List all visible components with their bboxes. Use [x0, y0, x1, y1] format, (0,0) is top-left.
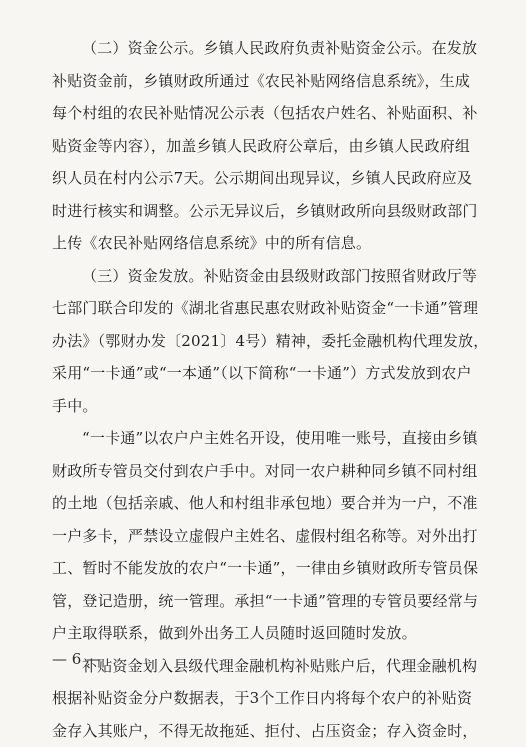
text-line: 采用“一卡通”或“一本通”（以下简称“一卡通”）方式发放到农户: [52, 357, 480, 390]
text-line: 时进行核实和调整。公示无异议后，乡镇财政所向县级财政部门: [52, 195, 480, 228]
document-body: [52, 32, 480, 747]
text-line: 每个村组的农民补贴情况公示表（包括农户姓名、补贴面积、补: [52, 97, 480, 130]
paragraph: [52, 260, 480, 423]
text-line: 补贴资金前，乡镇财政所通过《农民补贴网络信息系统》，生成: [52, 65, 480, 98]
paragraph: [52, 422, 480, 650]
text-line: 织人员在村内公示7天。公示期间出现异议，乡镇人民政府应及: [52, 162, 480, 195]
text-line: 金存入其账户，不得无故拖延、拒付、占压资金；存入资金时，: [52, 715, 480, 747]
text-line: “一卡通”以农户户主姓名开设，使用唯一账号，直接由乡镇: [52, 422, 480, 455]
paragraph: [52, 650, 480, 747]
text-line: 一户多卡，严禁设立虚假户主姓名、虚假村组名称等。对外出打: [52, 520, 480, 553]
text-line: 七部门联合印发的《湖北省惠民惠农财政补贴资金“一卡通”管理: [52, 292, 480, 325]
text-line: 财政所专管员交付到农户手中。对同一农户耕种同乡镇不同村组: [52, 455, 480, 488]
text-line: 管，登记造册，统一管理。承担“一卡通”管理的专管员要经常与: [52, 585, 480, 618]
text-line: 工、暂时不能发放的农户“一卡通”，一律由乡镇财政所专管员保: [52, 552, 480, 585]
text-line: 贴资金等内容），加盖乡镇人民政府公章后，由乡镇人民政府组: [52, 130, 480, 163]
text-line: （二）资金公示。乡镇人民政府负责补贴资金公示。在发放: [52, 32, 480, 65]
text-line: 根据补贴资金分户数据表，于3个工作日内将每个农户的补贴资: [52, 682, 480, 715]
text-line: 办法》（鄂财办发〔2021〕4号）精神，委托金融机构代理发放，: [52, 325, 480, 358]
text-line: 手中。: [52, 390, 480, 423]
text-line: 的土地（包括亲戚、他人和村组非承包地）要合并为一户，不准: [52, 487, 480, 520]
text-line: 上传《农民补贴网络信息系统》中的所有信息。: [52, 227, 480, 260]
text-line: 户主取得联系，做到外出务工人员随时返回随时发放。: [52, 617, 480, 650]
text-line: 补贴资金划入县级代理金融机构补贴账户后，代理金融机构: [52, 650, 480, 683]
text-line: （三）资金发放。补贴资金由县级财政部门按照省财政厅等: [52, 260, 480, 293]
paragraph: [52, 32, 480, 260]
page-number: — 6 —: [52, 650, 101, 668]
